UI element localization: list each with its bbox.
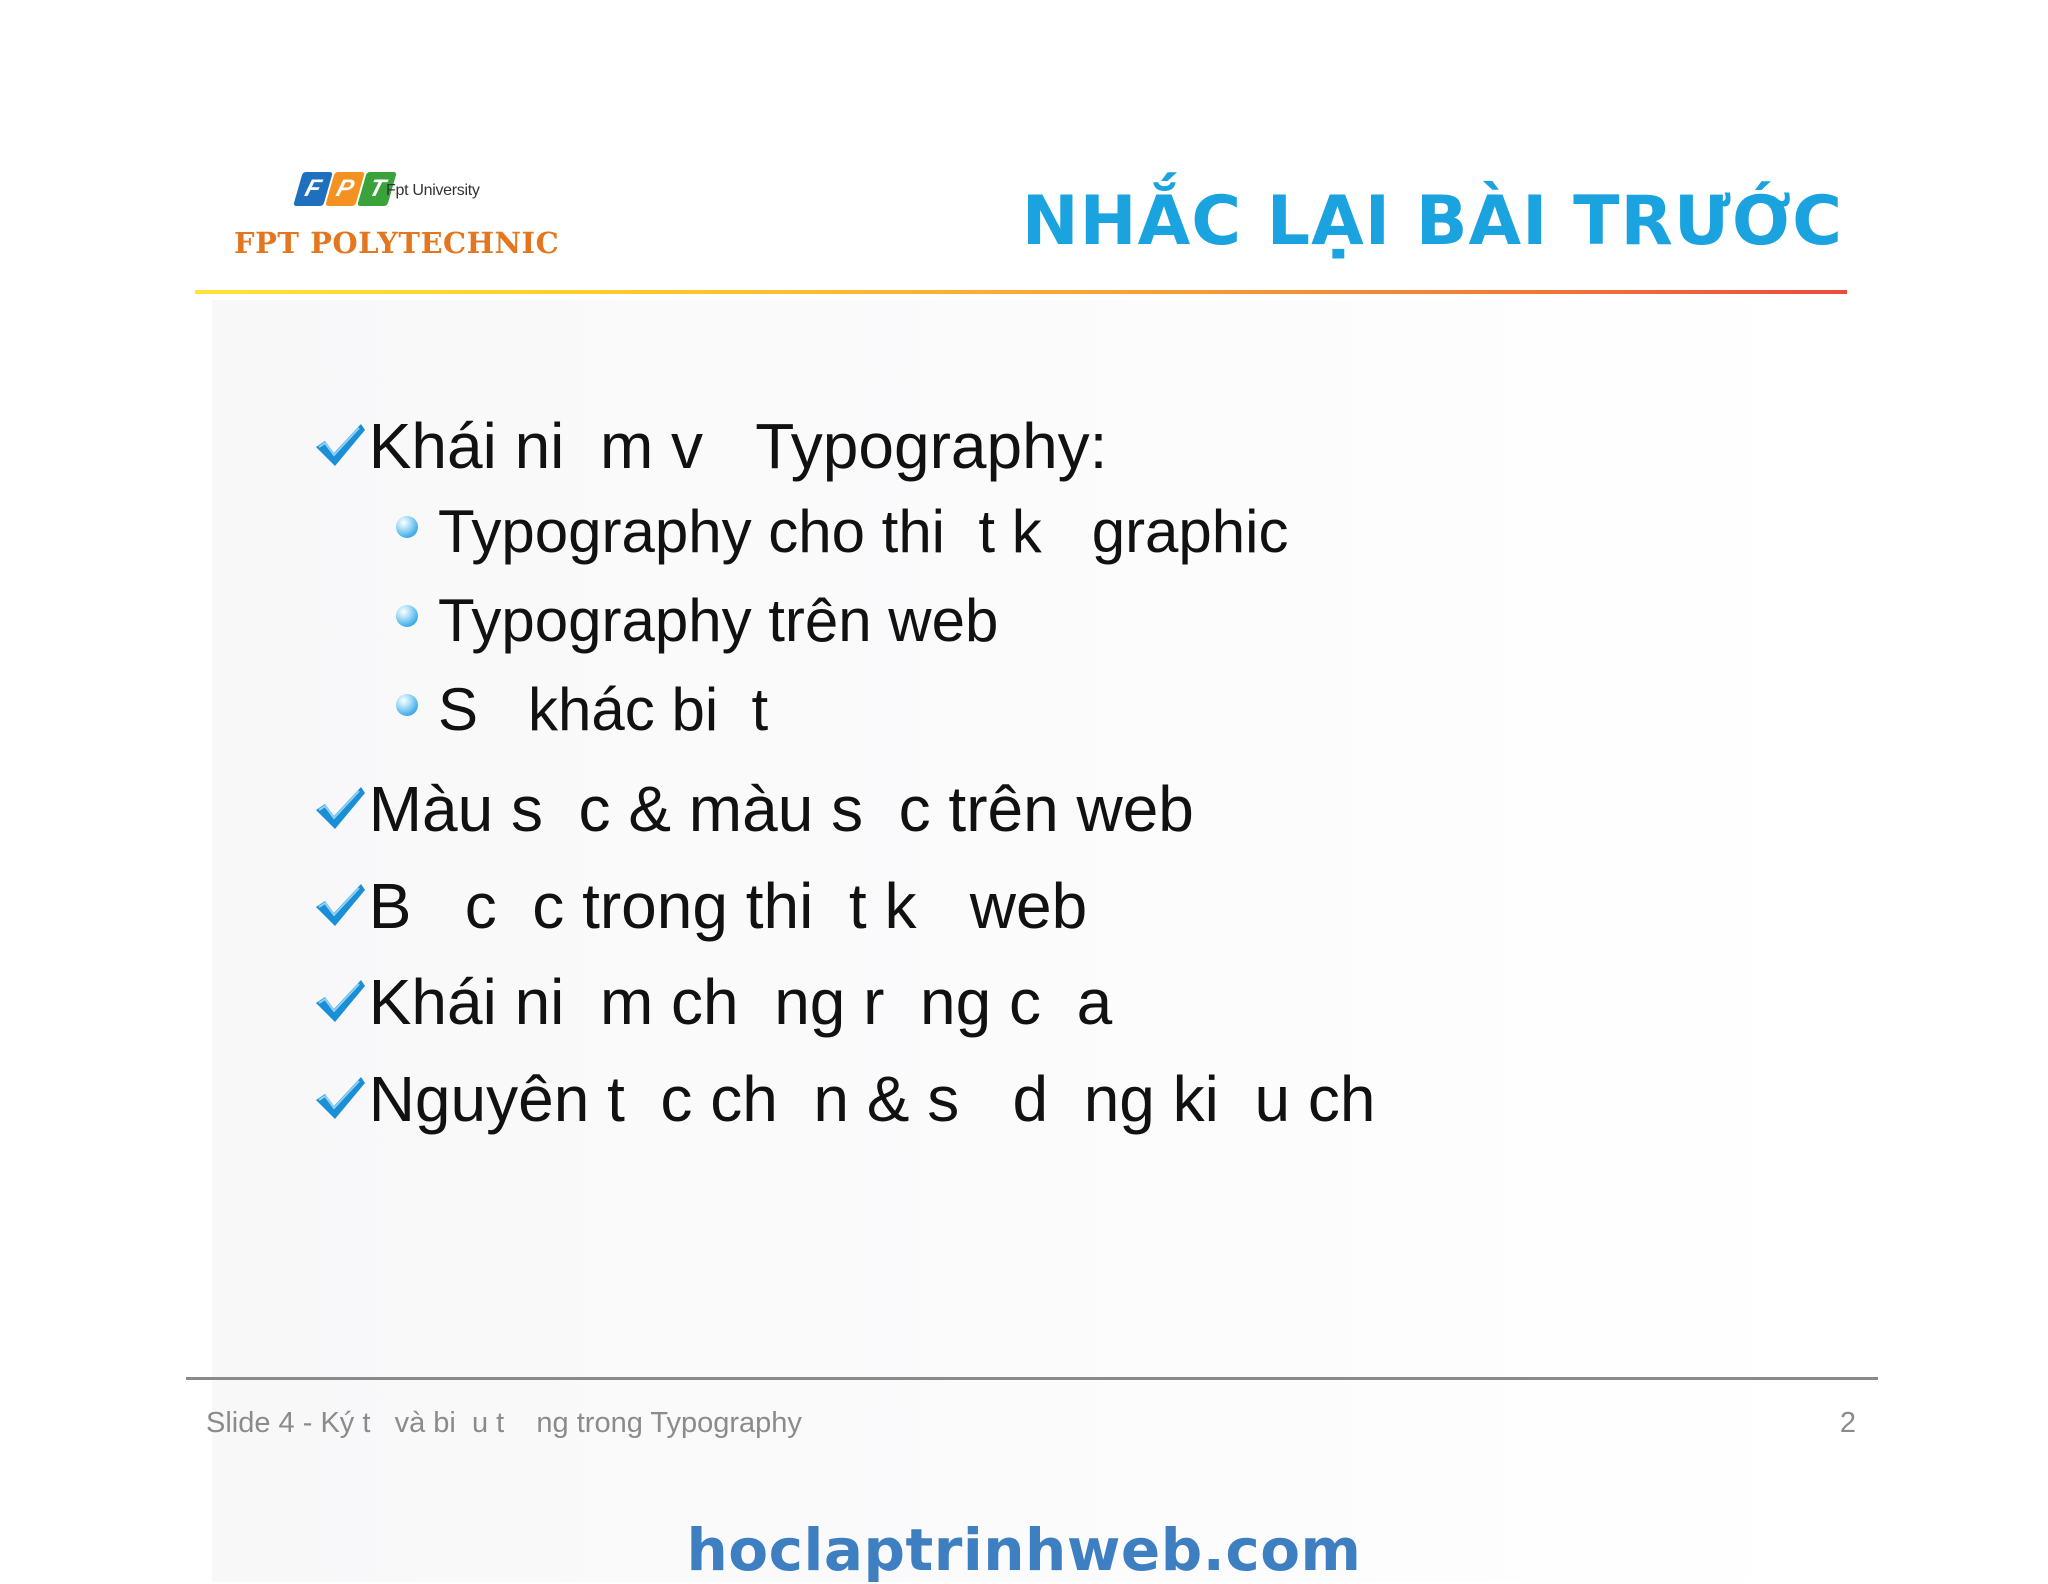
bullet-text: Khái ni m v Typography: <box>368 410 1108 482</box>
bullet-text: Typography cho thi t k graphic <box>438 498 1289 565</box>
bullet-text: Khái ni m ch ng r ng c a <box>368 966 1113 1038</box>
watermark: hoclaptrinhweb.com <box>686 1516 1362 1584</box>
title-divider <box>195 290 1847 294</box>
logo-tile-t: T <box>357 172 397 206</box>
check-icon <box>313 1073 367 1123</box>
slide-title: NHẮC LẠI BÀI TRƯỚC <box>1021 182 1843 261</box>
bullet-item <box>206 1003 1375 1195</box>
bullet-text: S khác bi t <box>438 676 769 743</box>
logo-tile-p: P <box>325 172 365 206</box>
fpt-logo-tiles <box>298 172 392 206</box>
bullet-text: B c c trong thi t k web <box>368 870 1088 942</box>
bullet-text: Màu s c & màu s c trên web <box>368 773 1194 845</box>
page-number: 2 <box>1839 1407 1856 1439</box>
logo-name-text: FPT POLYTECHNIC <box>234 226 560 260</box>
logo-university-text: Fpt University <box>386 182 480 199</box>
footer-text: Slide 4 - Ký t và bi u t ng trong Typography <box>206 1407 802 1439</box>
bullet-text: Nguyên t c ch n & s d ng ki u ch <box>368 1063 1376 1135</box>
footer-divider <box>186 1377 1878 1380</box>
fpt-polytechnic-logo <box>230 166 560 276</box>
bullet-text: Typography trên web <box>438 587 999 654</box>
logo-tile-f: F <box>293 172 333 206</box>
